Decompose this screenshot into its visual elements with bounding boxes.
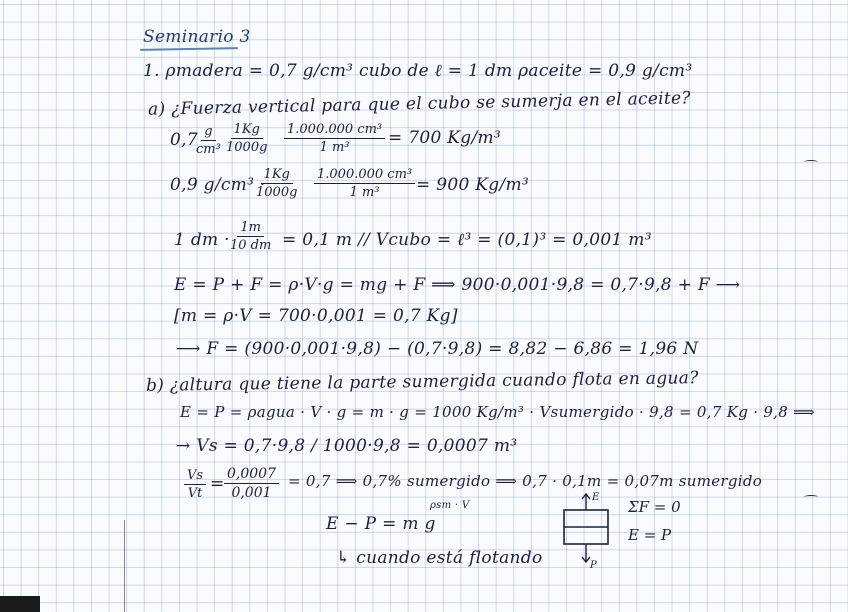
len-num: 1m	[237, 220, 264, 237]
conv1-f3-den: 1 m³	[319, 140, 350, 155]
buoyancy-label: E	[592, 492, 600, 503]
conv2-f3-num: 1.000.000 cm³	[314, 167, 415, 184]
ratio-num: Vs	[184, 468, 206, 485]
weight-label: P	[590, 560, 597, 570]
page-corner-shadow	[0, 596, 40, 612]
ratio-result: = 0,7 ⟹ 0,7% sumergido ⟹ 0,7 · 0,1m = 0,07m sumergido	[288, 472, 763, 490]
conv1-fraction-3	[284, 122, 385, 155]
ratio-value-fraction	[224, 466, 279, 501]
conv2-fraction-2	[256, 167, 297, 200]
conv1-prefix: 0,7	[170, 130, 198, 150]
title-underline	[140, 47, 238, 51]
conv1-f2-num: 1Kg	[231, 122, 263, 139]
conv2-prefix: 0,9 g/cm³ ·	[170, 175, 266, 195]
conv2-f2-den: 1000g	[256, 185, 298, 200]
len-fraction	[230, 220, 271, 253]
ratio-f-num: 0,0007	[224, 466, 279, 484]
equation-2: [m = ρ·V = 700·0,001 = 0,7 Kg]	[174, 306, 458, 326]
equation-3: ⟶ F = (900·0,001·9,8) − (0,7·9,8) = 8,82 − 6,86 = 1,96 N	[176, 339, 699, 359]
ratio-equals: =	[210, 474, 225, 494]
conv2-f3-den: 1 m³	[349, 185, 380, 200]
page-title: Seminario 3	[143, 27, 251, 47]
page-edge-line	[124, 520, 125, 612]
sum-of-forces: ΣF = 0	[628, 498, 681, 516]
conv1-f1-den: cm³	[196, 142, 221, 157]
conv2-result: = 900 Kg/m³	[416, 175, 530, 195]
ratio-fraction	[184, 468, 206, 501]
conv1-fraction-1	[196, 124, 221, 157]
equation-4: E = P = ρagua · V · g = m · g = 1000 Kg/m³ · Vsumergido · 9,8 = 0,7 Kg · 9,8 ⟹	[180, 403, 815, 421]
part-b-question: b) ¿altura que tiene la parte sumergida cuando flota en agua?	[145, 368, 699, 396]
part-a-question: a) ¿Fuerza vertical para que el cubo se sumerja en el aceite?	[147, 88, 692, 120]
ratio-den: Vt	[187, 486, 203, 501]
problem-1-given: 1. ρmadera = 0,7 g/cm³ cubo de ℓ = 1 dm ρaceite = 0,9 g/cm³	[143, 61, 693, 81]
margin-tick-mark	[804, 495, 818, 499]
conv2-fraction-3	[314, 167, 415, 200]
floating-formula: E − P = m g	[326, 514, 436, 534]
conv1-f2-den: 1000g	[226, 140, 268, 155]
conv1-fraction-2	[226, 122, 267, 155]
free-body-diagram	[556, 490, 626, 570]
conv1-result: = 700 Kg/m³	[388, 128, 502, 148]
margin-tick-mark	[804, 160, 818, 164]
ratio-f-den: 0,001	[231, 485, 272, 501]
equation-1: E = P + F = ρ·V·g = mg + F ⟹ 900·0,001·9,8 = 0,7·9,8 + F ⟶	[174, 275, 741, 295]
len-result: = 0,1 m // Vcubo = ℓ³ = (0,1)³ = 0,001 m³	[282, 230, 652, 250]
formula-superscript: ρsm · V	[430, 500, 470, 511]
len-den: 10 dm	[230, 238, 272, 253]
floating-note: ↳ cuando está flotando	[336, 548, 543, 568]
buoyancy-equals-weight: E = P	[628, 526, 672, 544]
conv1-f3-num: 1.000.000 cm³	[284, 122, 385, 139]
len-prefix: 1 dm ·	[174, 230, 230, 250]
equation-5: → Vs = 0,7·9,8 / 1000·9,8 = 0,0007 m³	[176, 436, 518, 456]
conv2-f2-num: 1Kg	[261, 167, 293, 184]
conv1-f1-num: g	[201, 124, 215, 141]
